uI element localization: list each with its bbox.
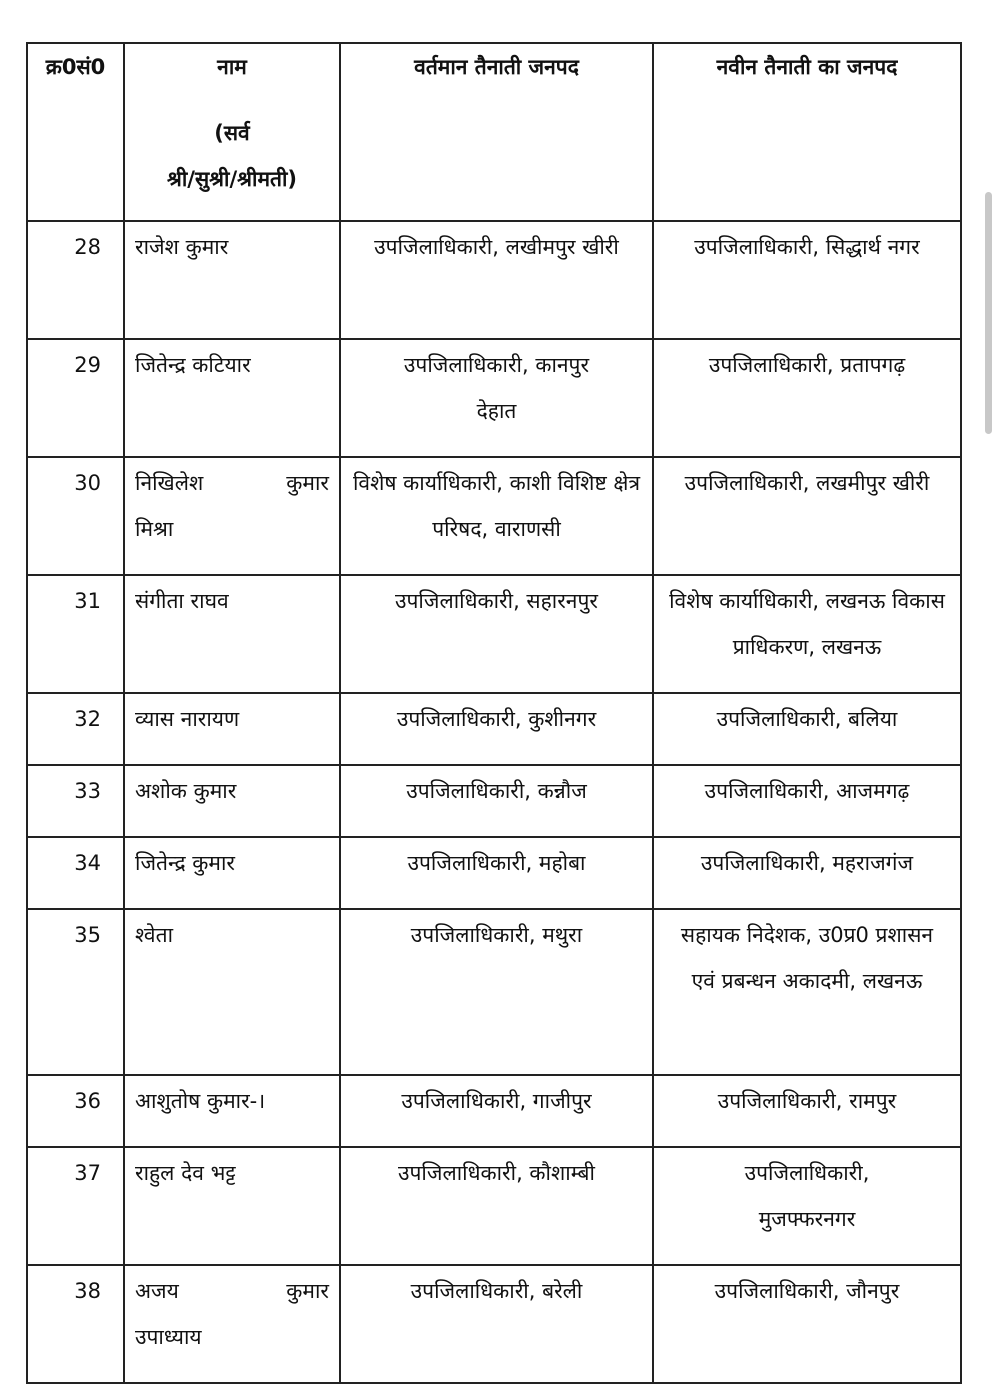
new-posting-cell: उपजिलाधिकारी, प्रतापगढ़: [653, 339, 961, 457]
transfer-list-document: [26, 42, 960, 1384]
table-row: [27, 339, 961, 457]
name-cell: श्वेता: [124, 909, 340, 1075]
serial-cell: 38: [27, 1265, 124, 1383]
transfer-table: [26, 42, 962, 1384]
name-part: निखिलेश: [135, 471, 204, 495]
current-posting-cell: उपजिलाधिकारी, कानपुर देहात: [340, 339, 653, 457]
new-posting-cell: उपजिलाधिकारी, महराजगंज: [653, 837, 961, 909]
table-row: [27, 221, 961, 339]
header-name-line3: श्री/सुश्री/श्रीमती): [166, 167, 298, 191]
current-posting-cell: उपजिलाधिकारी, गाजीपुर: [340, 1075, 653, 1147]
name-cell: व्यास नारायण: [124, 693, 340, 765]
serial-cell: 28: [27, 221, 124, 339]
serial-cell: 36: [27, 1075, 124, 1147]
header-new-posting: नवीन तैनाती का जनपद: [653, 43, 961, 221]
table-row: [27, 909, 961, 1075]
name-cell: राजेश कुमार: [124, 221, 340, 339]
new-posting-cell: उपजिलाधिकारी, बलिया: [653, 693, 961, 765]
name-cell: [124, 1265, 340, 1383]
table-row: [27, 765, 961, 837]
new-posting-cell: विशेष कार्याधिकारी, लखनऊ विकास प्राधिकरण, लखनऊ: [653, 575, 961, 693]
current-posting-cell: उपजिलाधिकारी, बरेली: [340, 1265, 653, 1383]
serial-cell: 31: [27, 575, 124, 693]
table-row: [27, 457, 961, 575]
name-part: अजय: [135, 1279, 179, 1303]
current-posting-cell: उपजिलाधिकारी, कुशीनगर: [340, 693, 653, 765]
name-part: मिश्रा: [135, 517, 174, 541]
header-serial: क्र0सं0: [27, 43, 124, 221]
new-posting-cell: उपजिलाधिकारी, रामपुर: [653, 1075, 961, 1147]
header-name-line1: नाम: [217, 55, 247, 79]
name-cell: संगीता राघव: [124, 575, 340, 693]
serial-cell: 29: [27, 339, 124, 457]
current-posting-cell: उपजिलाधिकारी, मथुरा: [340, 909, 653, 1075]
serial-cell: 33: [27, 765, 124, 837]
table-row: [27, 837, 961, 909]
name-cell: आशुतोष कुमार-।: [124, 1075, 340, 1147]
new-posting-cell: उपजिलाधिकारी, सिद्धार्थ नगर: [653, 221, 961, 339]
vertical-scrollbar[interactable]: [985, 192, 992, 434]
header-name-line2: (सर्व: [214, 121, 250, 145]
current-posting-cell: उपजिलाधिकारी, सहारनपुर: [340, 575, 653, 693]
serial-cell: 30: [27, 457, 124, 575]
header-name: [124, 43, 340, 221]
new-posting-cell: उपजिलाधिकारी, मुजफ्फरनगर: [653, 1147, 961, 1265]
name-cell: जितेन्द्र कटियार: [124, 339, 340, 457]
new-posting-cell: सहायक निदेशक, उ0प्र0 प्रशासन एवं प्रबन्धन अकादमी, लखनऊ: [653, 909, 961, 1075]
header-current-posting: वर्तमान तैनाती जनपद: [340, 43, 653, 221]
name-cell: जितेन्द्र कुमार: [124, 837, 340, 909]
serial-cell: 34: [27, 837, 124, 909]
name-cell: राहुल देव भट्ट: [124, 1147, 340, 1265]
current-posting-cell: उपजिलाधिकारी, लखीमपुर खीरी: [340, 221, 653, 339]
table-row: [27, 1075, 961, 1147]
name-part: उपाध्याय: [135, 1325, 202, 1349]
table-row: [27, 1265, 961, 1383]
name-cell: अशोक कुमार: [124, 765, 340, 837]
serial-cell: 35: [27, 909, 124, 1075]
new-posting-cell: उपजिलाधिकारी, लखमीपुर खीरी: [653, 457, 961, 575]
table-row: [27, 1147, 961, 1265]
serial-cell: 32: [27, 693, 124, 765]
name-part: कुमार: [286, 471, 329, 495]
name-cell: [124, 457, 340, 575]
current-posting-cell: विशेष कार्याधिकारी, काशी विशिष्ट क्षेत्र परिषद, वाराणसी: [340, 457, 653, 575]
table-row: [27, 575, 961, 693]
current-posting-cell: उपजिलाधिकारी, कौशाम्बी: [340, 1147, 653, 1265]
table-row: [27, 693, 961, 765]
current-posting-cell: उपजिलाधिकारी, महोबा: [340, 837, 653, 909]
table-header-row: [27, 43, 961, 221]
new-posting-cell: उपजिलाधिकारी, आजमगढ़: [653, 765, 961, 837]
name-part: कुमार: [286, 1279, 329, 1303]
serial-cell: 37: [27, 1147, 124, 1265]
current-posting-cell: उपजिलाधिकारी, कन्नौज: [340, 765, 653, 837]
new-posting-cell: उपजिलाधिकारी, जौनपुर: [653, 1265, 961, 1383]
